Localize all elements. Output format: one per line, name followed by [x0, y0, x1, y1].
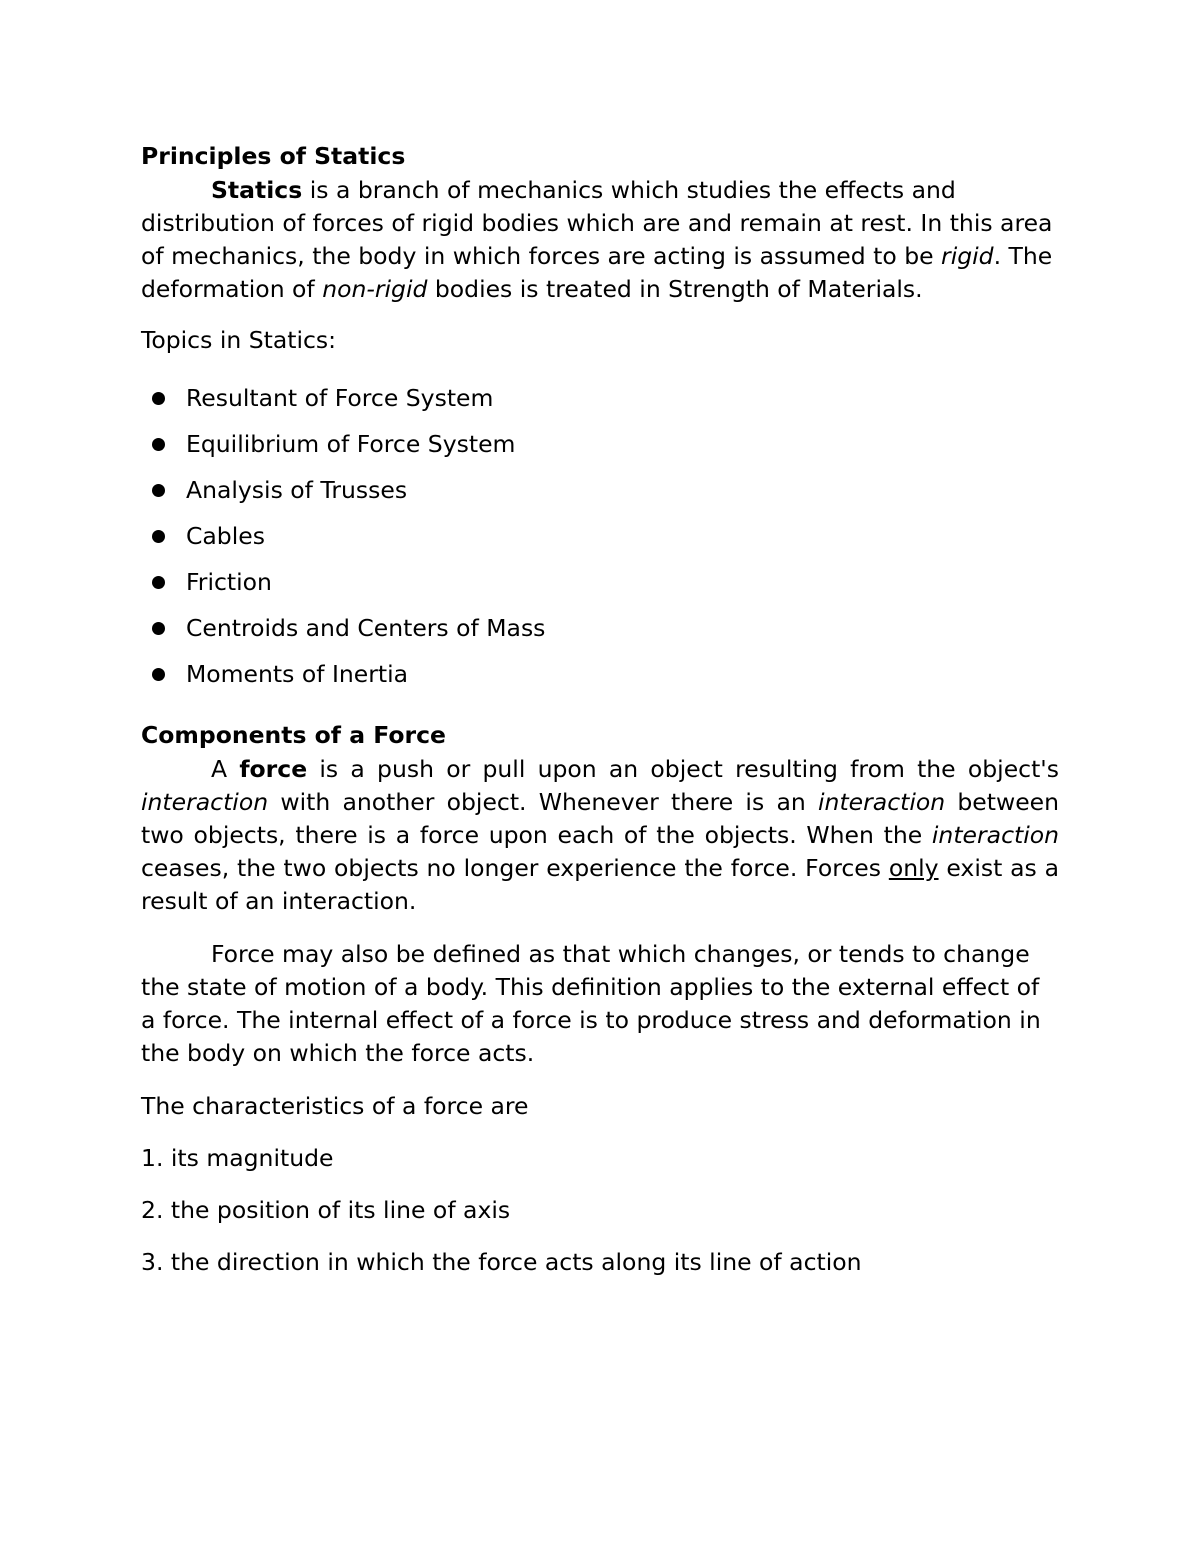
bullet-icon — [152, 438, 165, 451]
characteristics-list — [141, 1142, 1059, 1279]
topics-heading: Topics in Statics: — [141, 326, 337, 354]
characteristics-heading: The characteristics of a force are — [141, 1092, 529, 1120]
list-item: Cables — [141, 513, 1059, 559]
bullet-icon — [152, 484, 165, 497]
list-item: 3. the direction in which the force acts along its line of action — [141, 1248, 862, 1276]
list-item: Moments of Inertia — [141, 651, 1059, 697]
list-item: 1. its magnitude — [141, 1144, 334, 1172]
page-title: Principles of Statics — [141, 142, 406, 170]
definition-paragraph: Force may also be defined as that which changes, or tends to change the state of motion of a body. This definition applies to the external effect of a force. The internal effect of a force is to produce stress and deformation in the body on which the force acts. — [141, 940, 1041, 1067]
bullet-icon — [152, 530, 165, 543]
list-item: 2. the position of its line of axis — [141, 1196, 511, 1224]
section-heading-components: Components of a Force — [141, 721, 446, 749]
bullet-icon — [152, 576, 165, 589]
intro-paragraph: Statics is a branch of mechanics which studies the effects and distribution of forces of rigid bodies which are and remain at rest. In this area of mechanics, the body in which forces are acting is assumed to be rigid. The deformation of non-rigid bodies is treated in Strength of Materials. — [141, 176, 1053, 303]
bullet-icon — [152, 668, 165, 681]
force-paragraph: A force is a push or pull upon an object resulting from the object's interaction with another object. Whenever there is an interaction between two objects, there is a force upon each of the objects. When the interaction ceases, the two objects no longer experience the force. Forces only exist as a result of an interaction. — [141, 755, 1060, 915]
list-item: Centroids and Centers of Mass — [141, 605, 1059, 651]
list-item: Resultant of Force System — [141, 375, 1059, 421]
list-item: Friction — [141, 559, 1059, 605]
bullet-icon — [152, 392, 165, 405]
topics-list — [141, 375, 1059, 697]
bullet-icon — [152, 622, 165, 635]
force-term: force — [239, 755, 308, 783]
document-page — [141, 138, 1059, 1279]
list-item: Analysis of Trusses — [141, 467, 1059, 513]
list-item: Equilibrium of Force System — [141, 421, 1059, 467]
intro-term-statics: Statics — [211, 176, 303, 204]
